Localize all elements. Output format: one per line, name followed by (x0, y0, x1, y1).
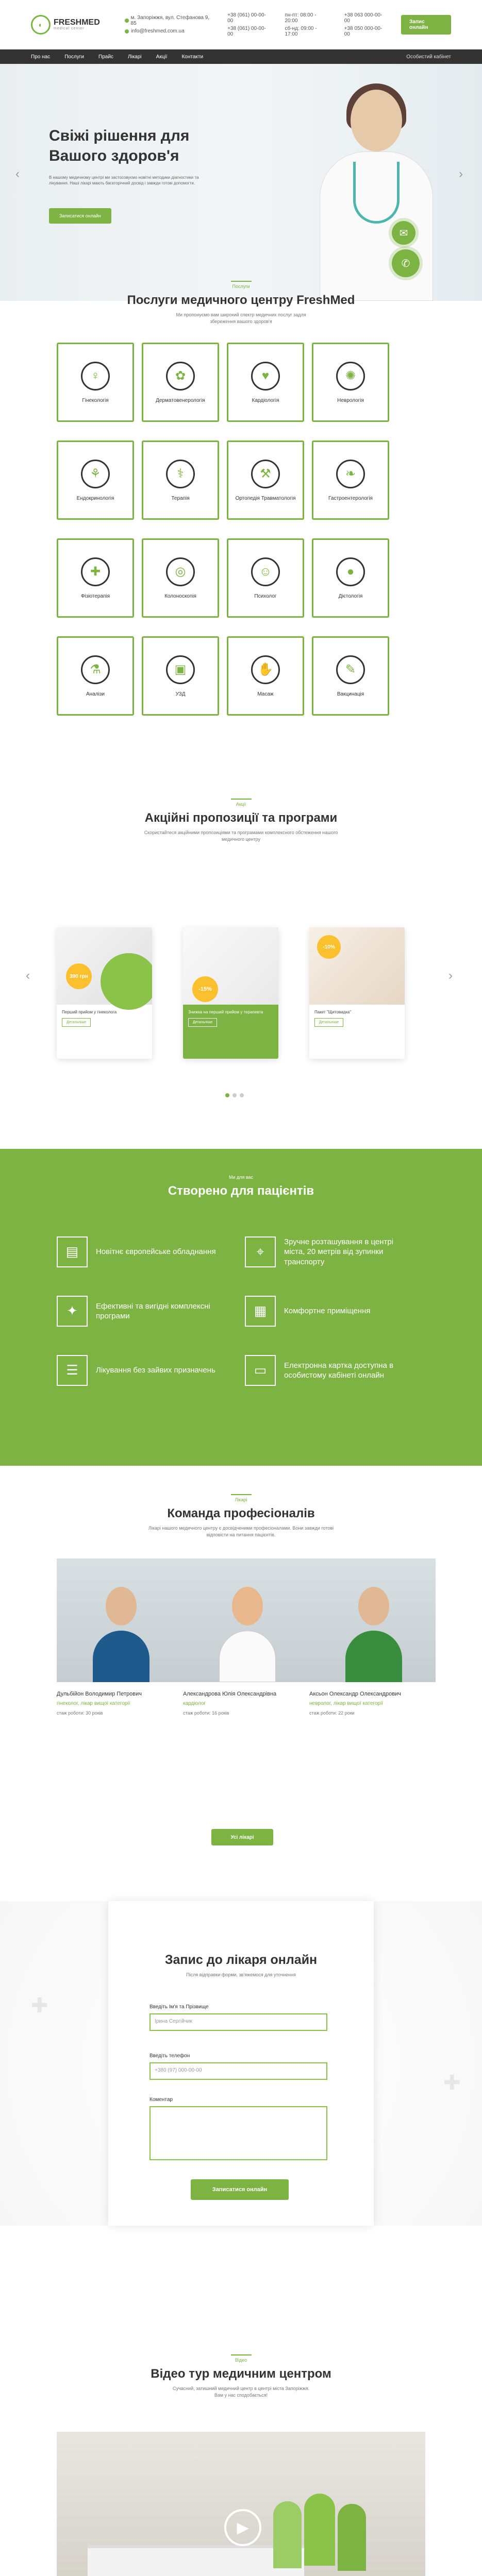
promo-pagination (225, 1093, 244, 1097)
service-card[interactable] (57, 440, 134, 520)
name-input[interactable]: Ірина Сергійчик (149, 2013, 327, 2031)
phone-input[interactable]: +380 (97) 000-00-00 (149, 2062, 327, 2080)
doctor-experience: стаж роботи: 30 років (57, 1710, 103, 1716)
hero-title: Свіжі рішення для Вашого здоров'я (49, 127, 190, 164)
section-divider (231, 2354, 252, 2355)
location-icon (125, 19, 129, 23)
feature-item (57, 1236, 227, 1267)
service-card[interactable] (142, 343, 219, 422)
service-card[interactable] (142, 636, 219, 716)
service-label: Психолог (254, 593, 277, 599)
promo-card-price: 390 грн (66, 963, 92, 989)
promo-card[interactable] (57, 927, 152, 1059)
team-subtitle: Лікарі нашого медичного центру є досвідченими професіоналами. Вони завжди готові відповісти на питання пацієнтів. (148, 1526, 334, 1537)
hero-doctor-image (309, 74, 443, 301)
submit-appointment-button[interactable]: Записатися онлайн (191, 2179, 289, 2200)
heart-icon: ♥ (251, 362, 280, 391)
doctor-role: гінеколог, лікар вищої категорії (57, 1701, 130, 1707)
doctor-name: Александрова Юлія Олександрівна (183, 1691, 277, 1697)
logo-apple-icon: ◐ (31, 15, 51, 35)
logo-text: FRESHMED (54, 18, 100, 27)
physio-icon: ✚ (81, 557, 110, 586)
video-title: Відео тур медичним центром (151, 2367, 331, 2381)
section-divider (231, 1494, 252, 1495)
doctor-photo (183, 1558, 309, 1682)
feature-item (245, 1236, 415, 1267)
service-label: Вакцинація (337, 691, 364, 697)
hero-appointment-button[interactable]: Записатися онлайн (49, 208, 111, 224)
header-hours-1: пн-пт: 08:00 - 20:00 (285, 12, 317, 24)
feature-text: Новітнє європейське обладнання (96, 1247, 216, 1257)
service-label: Колоноскопія (164, 593, 196, 599)
service-card[interactable] (57, 343, 134, 422)
service-label: Неврологія (337, 397, 364, 403)
promo-section (0, 799, 482, 1097)
pagination-dot[interactable] (232, 1093, 237, 1097)
feature-text: Зручне розташування в центрі міста, 20 метрів від зупинки транспорту (284, 1237, 394, 1266)
test-tube-icon: ⚗ (81, 655, 110, 684)
promo-title: Акційні пропозиції та програми (144, 811, 338, 825)
video-section (0, 2354, 482, 2576)
patients-tag: Ми для вас (228, 1175, 254, 1180)
service-card[interactable] (142, 440, 219, 520)
video-subtitle: Сучасний, затишний медичний центр в центрі міста Запоріжжя. Вам у нас сподобається! (172, 2386, 310, 2398)
pagination-dot[interactable] (225, 1093, 229, 1097)
hero-next-arrow-icon[interactable]: › (459, 167, 463, 181)
service-card[interactable] (227, 538, 304, 618)
promo-next-arrow-icon[interactable]: › (448, 969, 453, 982)
main-nav (0, 49, 482, 64)
brain-icon: ✺ (336, 362, 365, 391)
header-phone-1[interactable]: +38 (061) 00-00-00 (227, 12, 266, 24)
uterus-icon: ♀ (81, 362, 110, 391)
promo-card-title: Знижка на перший прийом у терапевта (188, 1010, 263, 1014)
doctor-card[interactable] (183, 1558, 309, 1716)
decor-plus-icon: ✚ (31, 1994, 48, 2017)
header-mobile-block (344, 12, 386, 37)
header-phone-4[interactable]: +38 050 000-00-00 (344, 25, 383, 37)
service-label: Масаж (257, 691, 274, 697)
service-card[interactable] (227, 636, 304, 716)
section-divider (231, 281, 252, 282)
promo-card-button[interactable]: Детальніше (188, 1018, 217, 1027)
video-player[interactable] (57, 2432, 425, 2576)
patients-section (0, 1149, 482, 1466)
logo-subtitle: medical center (54, 27, 85, 30)
doctor-name: Дульбійон Володимир Петрович (57, 1691, 142, 1697)
header-hours-block (285, 12, 328, 37)
nav-item-prices[interactable]: Прайс (98, 54, 113, 60)
service-label: Фізіотерапія (80, 593, 110, 599)
hero-text: В нашому медичному центрі ми застосовуємо новітні методики діагностики та лікування. Наші лікарі мають багаторічний досвід і завжди готові допомогти. (49, 175, 199, 186)
feature-text: Електронна картка доступна в особистому кабінеті онлайн (284, 1361, 393, 1380)
program-icon: ✦ (57, 1296, 88, 1327)
team-title: Команда професіоналів (167, 1506, 315, 1520)
service-card[interactable] (57, 636, 134, 716)
doctor-experience: стаж роботи: 22 роки (309, 1710, 355, 1716)
promo-card-price: -10% (317, 935, 341, 959)
services-title: Послуги медичного центру FreshMed (127, 293, 355, 307)
massage-icon: ✋ (251, 655, 280, 684)
services-subtitle: Ми пропонуємо вам широкий спектр медичних послуг задля збереження вашого здоров'я (176, 312, 306, 324)
nav-item-doctors[interactable]: Лікарі (127, 54, 142, 60)
header-hours-2: сб-нд: 09:00 - 17:00 (285, 25, 317, 37)
appointment-form (108, 1901, 374, 2226)
services-section (0, 281, 482, 796)
doctor-role: невролог, лікар вищої категорії (309, 1701, 383, 1707)
service-label: УЗД (175, 691, 186, 697)
nav-item-promo[interactable]: Акції (156, 54, 168, 60)
service-card[interactable] (227, 440, 304, 520)
decor-plus-icon: ✚ (443, 2072, 461, 2094)
nav-item-services[interactable]: Послуги (64, 54, 85, 60)
header-address: м. Запоріжжя, вул. Стефанова 9, 85 (130, 15, 210, 26)
header-email[interactable]: info@freshmed.com.ua (131, 28, 185, 34)
doctor-card[interactable] (57, 1558, 183, 1716)
phone-label: Введіть телефон (149, 2053, 190, 2059)
service-card[interactable] (227, 343, 304, 422)
service-label: Аналізи (86, 691, 105, 697)
promo-prev-arrow-icon[interactable]: ‹ (26, 969, 30, 982)
ultrasound-icon: ▣ (166, 655, 195, 684)
video-tag: Відео (235, 2358, 247, 2363)
appointment-subtitle: Після відправки форми, зв'яжемося для уточнення (186, 1972, 296, 1977)
comment-label: Коментар (149, 2097, 173, 2103)
prescription-icon: ☰ (57, 1355, 88, 1386)
building-icon: ▦ (245, 1296, 276, 1327)
appointment-title: Запис до лікаря онлайн (164, 1953, 318, 1967)
header-phones-block (227, 12, 269, 37)
feature-text: Комфортне приміщення (284, 1307, 371, 1316)
service-label: Дієтологія (338, 593, 363, 599)
doctor-role: кардіолог (183, 1701, 206, 1707)
logo[interactable] (31, 15, 104, 35)
feature-text: Лікування без зайвих призначень (96, 1366, 215, 1375)
stethoscope-icon: ⚕ (166, 460, 195, 488)
service-label: Терапія (171, 495, 190, 501)
team-section (0, 1494, 482, 1875)
pagination-dot[interactable] (240, 1093, 244, 1097)
feature-text: Ефективні та вигідні комплексні програми (96, 1301, 210, 1320)
ecard-icon: ▭ (245, 1355, 276, 1386)
promo-card[interactable] (183, 927, 278, 1059)
location-icon: ⌖ (245, 1236, 276, 1267)
promo-card[interactable] (309, 927, 405, 1059)
promo-card-button[interactable]: Детальніше (314, 1018, 343, 1027)
skin-icon: ✿ (166, 362, 195, 391)
promo-tag: Акції (236, 802, 246, 807)
service-card[interactable] (142, 538, 219, 618)
service-card[interactable] (312, 538, 389, 618)
header-appointment-button[interactable]: Запис онлайн (401, 15, 451, 35)
service-label: Кардіологія (252, 397, 279, 403)
hero-section (0, 64, 482, 301)
hero-prev-arrow-icon[interactable]: ‹ (15, 167, 20, 181)
services-tag: Послуги (232, 284, 250, 289)
patients-title: Створено для пацієнтів (168, 1184, 314, 1198)
doctor-photo (57, 1558, 183, 1682)
section-divider (231, 799, 252, 800)
appointment-section (0, 1901, 482, 2251)
stomach-icon: ❧ (336, 460, 365, 488)
feature-item (57, 1296, 227, 1327)
chat-button-icon[interactable]: ✉ (392, 221, 415, 245)
feature-item (245, 1296, 415, 1327)
service-card[interactable] (312, 636, 389, 716)
service-label: Гінекологія (82, 397, 109, 403)
bone-icon: ⚒ (251, 460, 280, 488)
service-label: Дерматовенерологія (156, 397, 205, 403)
play-icon[interactable]: ▶ (224, 2509, 261, 2546)
header-phone-2[interactable]: +38 (061) 00-00-00 (227, 25, 266, 37)
promo-card-price: -15% (192, 976, 218, 1002)
all-doctors-button[interactable]: Усі лікарі (211, 1829, 273, 1845)
promo-subtitle: Скористайтеся акційними пропозиціями та програмами комплексного обстеження нашого медичного центру (144, 830, 338, 842)
name-label: Введіть Ім'я та Прізвище (149, 2004, 209, 2010)
psychology-icon: ☺ (251, 557, 280, 586)
header-phone-3[interactable]: +38 063 000-00-00 (344, 12, 383, 24)
service-label: Ендокринологія (76, 495, 114, 501)
nav-item-contacts[interactable]: Контакти (181, 54, 204, 60)
service-label: Гастроентерологія (328, 495, 373, 501)
syringe-icon: ✎ (336, 655, 365, 684)
feature-item (57, 1355, 227, 1386)
promo-card-title: Пакет "Щитовидка" (314, 1010, 352, 1014)
site-header (0, 0, 482, 49)
nav-item-about[interactable]: Про нас (31, 54, 51, 60)
comment-textarea[interactable] (149, 2106, 327, 2160)
doctor-experience: стаж роботи: 16 років (183, 1710, 229, 1716)
doctor-photo (309, 1558, 436, 1682)
feature-item (245, 1355, 415, 1386)
equipment-icon: ▤ (57, 1236, 88, 1267)
header-address-block (125, 15, 212, 34)
service-card[interactable] (57, 538, 134, 618)
promo-card-button[interactable]: Детальніше (62, 1018, 91, 1027)
service-label: Ортопедія Травматологія (235, 495, 296, 501)
apple-icon: ● (336, 557, 365, 586)
team-tag: Лікарі (235, 1497, 247, 1502)
doctor-card[interactable] (309, 1558, 436, 1716)
colon-icon: ◎ (166, 557, 195, 586)
callback-phone-icon[interactable]: ✆ (392, 249, 420, 277)
promo-card-title: Перший прийом у гінеколога (62, 1010, 117, 1014)
thyroid-icon: ⚘ (81, 460, 110, 488)
service-card[interactable] (312, 440, 389, 520)
nav-account-link[interactable]: Особистий кабінет (406, 54, 451, 60)
doctor-name: Аксьон Олександр Олександрович (309, 1691, 401, 1697)
mail-icon (125, 29, 129, 33)
service-card[interactable] (312, 343, 389, 422)
